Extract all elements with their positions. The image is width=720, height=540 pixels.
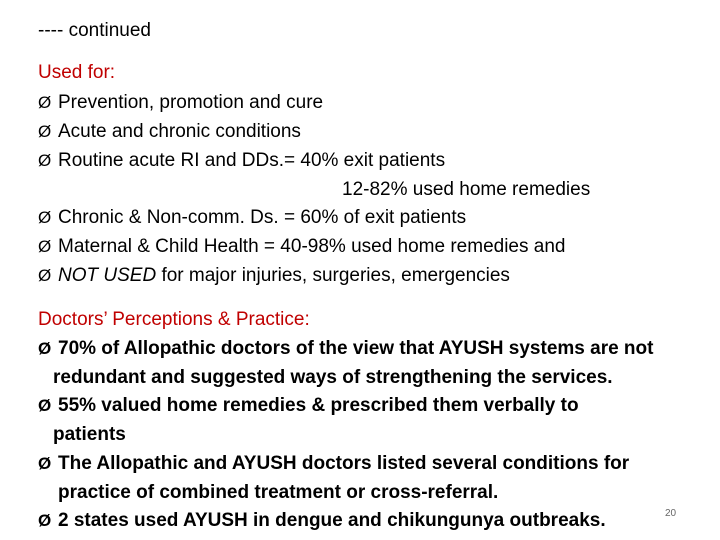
- arrow-bullet-icon: Ø: [38, 454, 52, 473]
- arrow-bullet-icon: Ø: [38, 396, 52, 415]
- list-item: Ø Chronic & Non-comm. Ds. = 60% of exit patients: [38, 207, 467, 228]
- list-item-continuation: redundant and suggested ways of strengthening the services.: [53, 367, 613, 388]
- list-item: Ø Prevention, promotion and cure: [38, 92, 324, 113]
- list-item: Ø Acute and chronic conditions: [38, 121, 301, 142]
- list-item: Ø 2 states used AYUSH in dengue and chikungunya outbreaks.: [38, 510, 606, 531]
- arrow-bullet-icon: Ø: [38, 339, 52, 358]
- arrow-bullet-icon: Ø: [38, 237, 52, 256]
- page-number: 20: [665, 508, 677, 519]
- arrow-bullet-icon: Ø: [38, 266, 52, 285]
- arrow-bullet-icon: Ø: [38, 151, 52, 170]
- arrow-bullet-icon: Ø: [38, 511, 52, 530]
- arrow-bullet-icon: Ø: [38, 208, 52, 227]
- list-item: Ø The Allopathic and AYUSH doctors listed several conditions for: [38, 453, 630, 474]
- list-item: Ø 55% valued home remedies & prescribed them verbally to: [38, 395, 579, 416]
- used-for-heading: Used for:: [38, 62, 116, 83]
- list-item: Ø NOT USED for major injuries, surgeries, emergencies: [38, 265, 510, 286]
- list-item-continuation: practice of combined treatment or cross-referral.: [58, 482, 499, 503]
- list-item: Ø Maternal & Child Health = 40-98% used home remedies and: [38, 236, 566, 257]
- list-item-continuation: 12-82% used home remedies: [342, 179, 591, 200]
- list-item: Ø Routine acute RI and DDs.= 40% exit patients: [38, 150, 446, 171]
- arrow-bullet-icon: Ø: [38, 122, 52, 141]
- arrow-bullet-icon: Ø: [38, 93, 52, 112]
- list-item-continuation: patients: [53, 424, 126, 445]
- continued-label: ---- continued: [38, 20, 151, 41]
- doctors-perceptions-heading: Doctors’ Perceptions & Practice:: [38, 309, 310, 330]
- list-item: Ø 70% of Allopathic doctors of the view that AYUSH systems are not: [38, 338, 654, 359]
